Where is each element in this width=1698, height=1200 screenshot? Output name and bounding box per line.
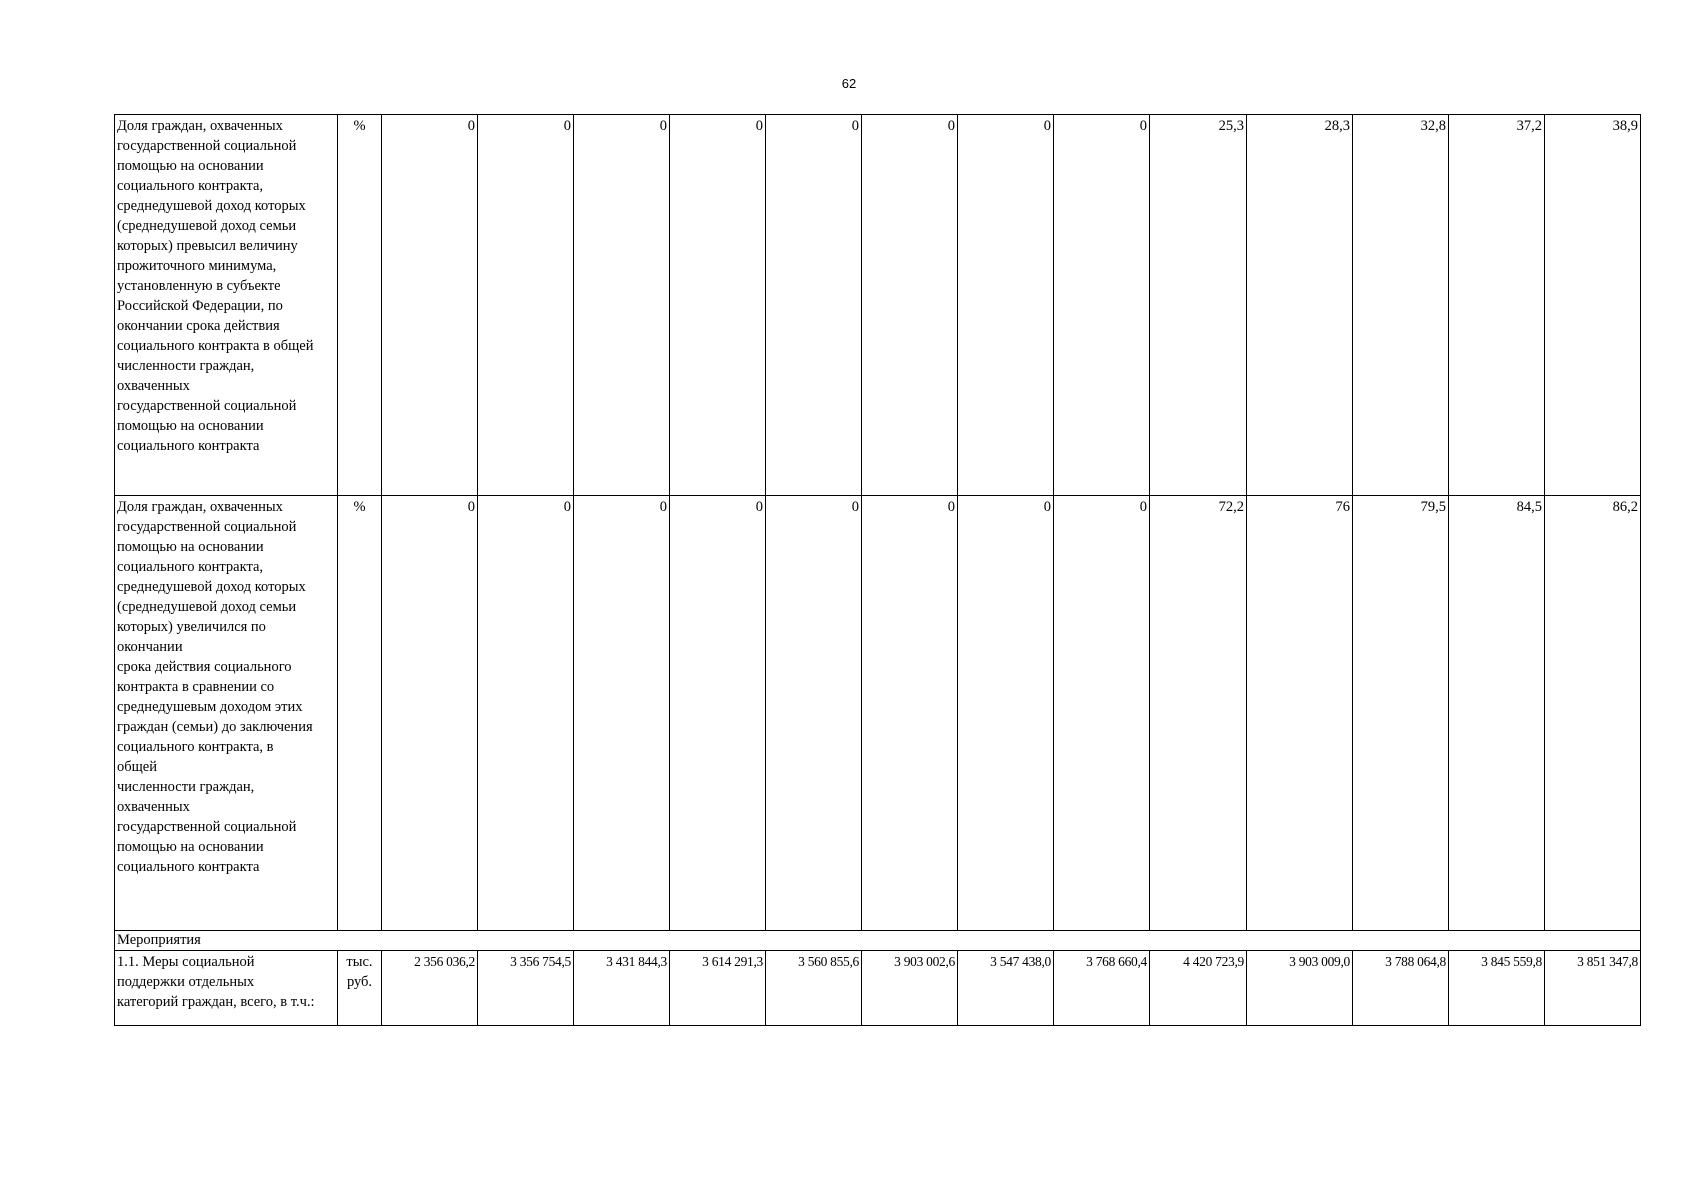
section-header: Мероприятия [115,931,1641,951]
value-cell: 0 [574,496,670,931]
value-cell: 72,2 [1150,496,1247,931]
value-cell: 3 356 754,5 [478,951,574,1026]
value-cell: 3 560 855,6 [766,951,862,1026]
value-cell: 38,9 [1545,115,1641,496]
value-cell: 0 [958,496,1054,931]
value-cell: 0 [478,496,574,931]
value-cell: 37,2 [1449,115,1545,496]
value-cell: 0 [766,496,862,931]
value-cell: 3 547 438,0 [958,951,1054,1026]
indicator-name-cell: Доля граждан, охваченных государственной социальной помощью на основании социального контракта, среднедушевой доход которых (среднедушевой доход семьи которых) увеличился по окончании срока действия социального контракта в сравнении со среднедушевым доходом этих граждан (семьи) до заключения социального контракта, в общей численности граждан, охваченных государственной социальной помощью на основании социального контракта [115,496,338,931]
value-cell: 84,5 [1449,496,1545,931]
value-cell: 2 356 036,2 [382,951,478,1026]
indicator-name-cell: Доля граждан, охваченных государственной социальной помощью на основании социального контракта, среднедушевой доход которых (среднедушевой доход семьи которых) превысил величину прожиточного минимума, установленную в субъекте Российской Федерации, по окончании срока действия социального контракта в общей численности граждан, охваченных государственной социальной помощью на основании социального контракта [115,115,338,496]
unit-cell: % [338,496,382,931]
value-cell: 0 [382,115,478,496]
value-cell: 0 [862,496,958,931]
indicator-name-cell: 1.1. Меры социальной поддержки отдельных категорий граждан, всего, в т.ч.: [115,951,338,1026]
value-cell: 3 788 064,8 [1353,951,1449,1026]
table-row [115,951,1641,1026]
value-cell: 3 614 291,3 [670,951,766,1026]
value-cell: 0 [958,115,1054,496]
page-number: 62 [841,76,857,91]
value-cell: 79,5 [1353,496,1449,931]
value-cell: 0 [766,115,862,496]
table-row [115,496,1641,931]
unit-cell: тыс. руб. [338,951,382,1026]
unit-cell: % [338,115,382,496]
value-cell: 25,3 [1150,115,1247,496]
value-cell: 0 [382,496,478,931]
value-cell: 0 [862,115,958,496]
indicators-table [114,114,1641,1026]
table-row [115,115,1641,496]
value-cell: 0 [1054,496,1150,931]
value-cell: 0 [478,115,574,496]
table-row [115,931,1641,951]
value-cell: 3 903 002,6 [862,951,958,1026]
value-cell: 3 903 009,0 [1247,951,1353,1026]
value-cell: 0 [1054,115,1150,496]
value-cell: 0 [670,496,766,931]
value-cell: 0 [574,115,670,496]
value-cell: 3 768 660,4 [1054,951,1150,1026]
value-cell: 0 [670,115,766,496]
value-cell: 3 431 844,3 [574,951,670,1026]
value-cell: 28,3 [1247,115,1353,496]
value-cell: 32,8 [1353,115,1449,496]
value-cell: 86,2 [1545,496,1641,931]
value-cell: 3 851 347,8 [1545,951,1641,1026]
value-cell: 3 845 559,8 [1449,951,1545,1026]
value-cell: 76 [1247,496,1353,931]
value-cell: 4 420 723,9 [1150,951,1247,1026]
